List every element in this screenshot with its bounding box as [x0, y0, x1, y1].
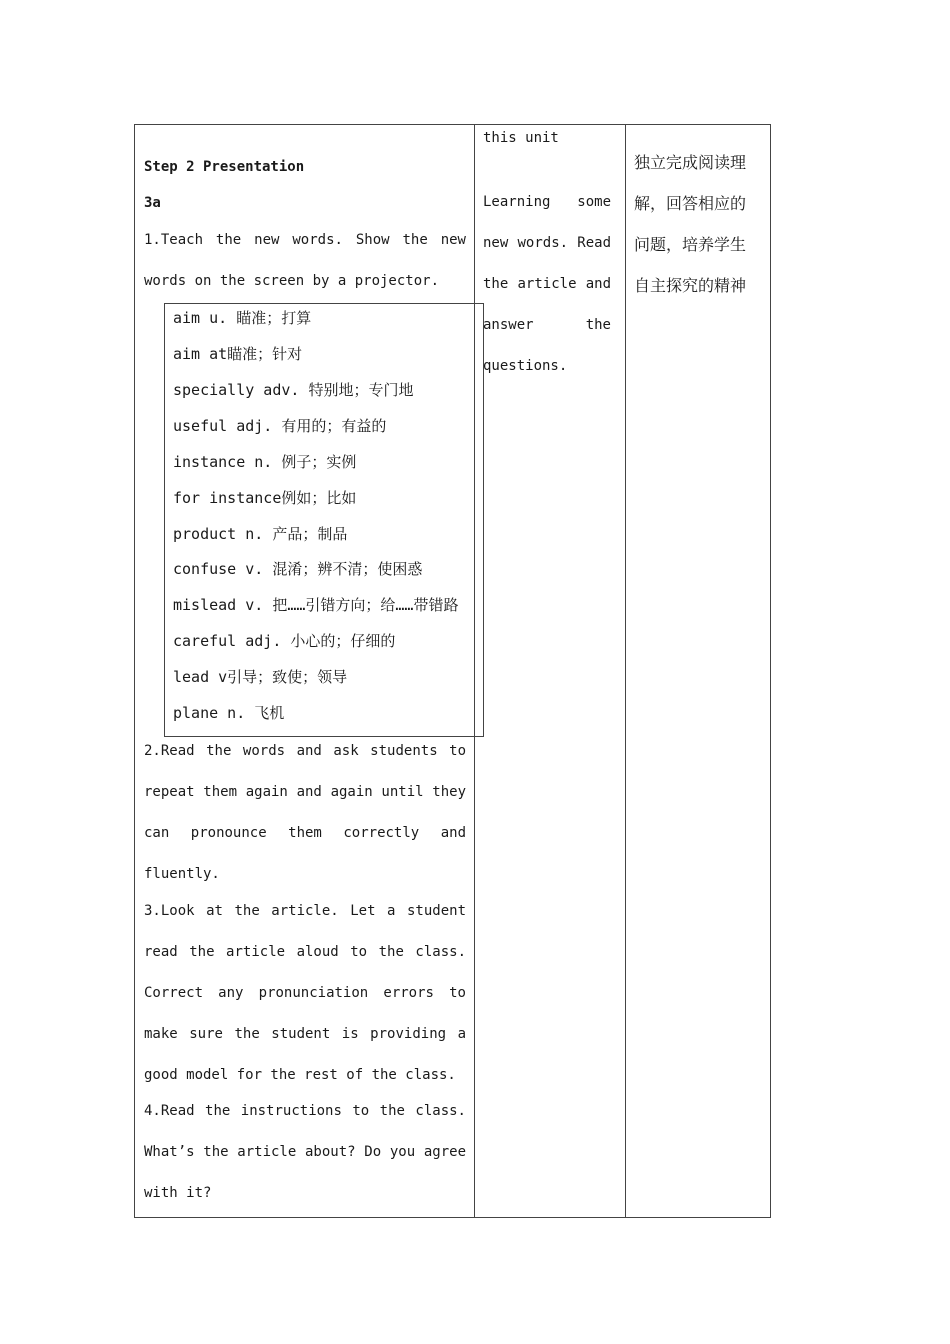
design-intent-text: 独立完成阅读理解，回答相应的问题，培养学生自主探究的精神 [634, 153, 747, 295]
step-2-text: 2.Read the words and ask students to repeat them again and again until they can pronounce them correctly and fluently. [144, 743, 466, 882]
vocab-item: useful adj. 有用的；有益的 [173, 417, 387, 435]
column-divider-2 [625, 125, 626, 1217]
section-label: 3a [144, 195, 161, 211]
vocab-item: instance n. 例子；实例 [173, 453, 357, 471]
step-3-text: 3.Look at the article. Let a student read the article aloud to the class. Correct any pronunciation errors to make sure the student is providing a good model for the rest of the class. [144, 903, 466, 1083]
vocab-item: mislead v. 把……引错方向；给……带错路 [173, 596, 459, 614]
vocab-item: for instance例如；比如 [173, 489, 357, 507]
step-heading: Step 2 Presentation [144, 159, 305, 175]
vocab-item: aim at瞄准；针对 [173, 345, 303, 363]
vocab-item: specially adv. 特别地；专门地 [173, 381, 414, 399]
objective-top-text: this unit [483, 130, 559, 146]
vocab-item: confuse v. 混淆；辨不清；使困惑 [173, 560, 423, 578]
vocab-item: product n. 产品；制品 [173, 525, 348, 543]
lesson-table [134, 124, 771, 1218]
vocabulary-box [164, 303, 484, 737]
step-4-text: 4.Read the instructions to the class. What’s the article about? Do you agree with it? [144, 1103, 466, 1201]
objective-text: Learning some new words. Read the article and answer the questions. [483, 194, 611, 374]
vocab-item: plane n. 飞机 [173, 704, 285, 722]
vocab-item: lead v引导；致使；领导 [173, 668, 348, 686]
step-1-text: 1.Teach the new words. Show the new words on the screen by a projector. [144, 232, 466, 289]
vocab-item: aim u. 瞄准；打算 [173, 309, 312, 327]
vocab-item: careful adj. 小心的；仔细的 [173, 632, 396, 650]
